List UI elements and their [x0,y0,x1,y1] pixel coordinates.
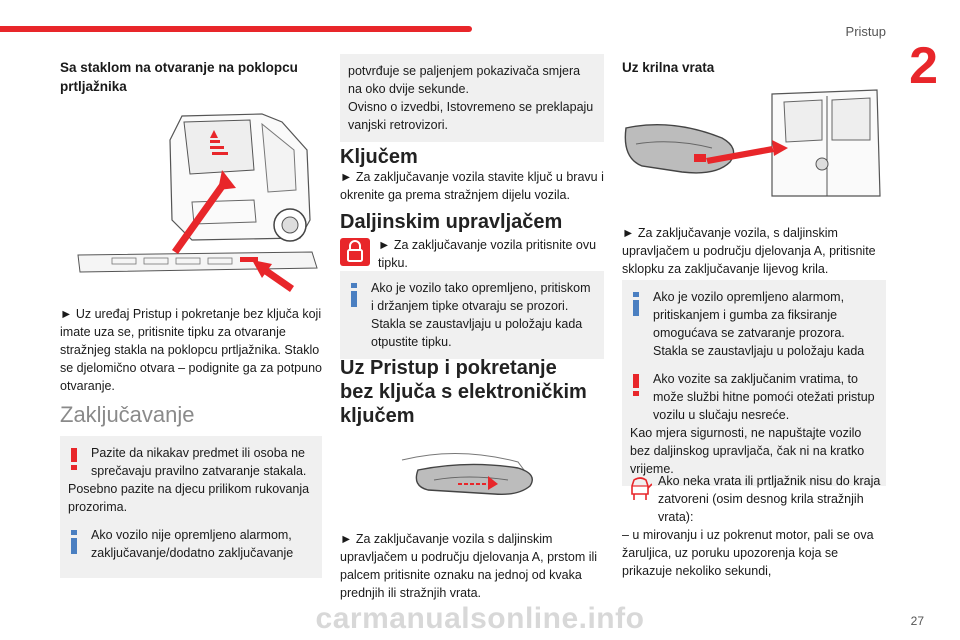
info-icon [70,530,78,559]
warning-box-locked-doors [622,362,886,486]
heading-tailgate-glass: Sa staklom na otvaranje na poklopcu prtljažnika [60,60,298,94]
watermark: carmanualsonline.info [315,602,645,635]
paragraph-rear-doors: ► Za zaključavanje vozila, s daljinskim upravljačem u području djelovanja A, pritisnite sklopku za zaključavanje lijevog krila. [622,226,876,276]
rear-door-handle-illustration [622,88,884,200]
door-open-warning-icon [628,476,652,509]
info-box-windows [340,271,604,359]
lock-button-icon [340,238,370,266]
warning-text-continued: Kao mjera sigurnosti, ne napuštajte vozilo bez daljinskog upravljača, čak ni na kratko vrijeme. [630,426,865,476]
warning-exclamation-icon [70,448,78,475]
info-box-continued [340,54,604,142]
tailgate-glass-illustration [72,110,322,295]
paragraph-with-key: ► Za zaključavanje vozila stavite ključ u bravu i okrenite ga prema stražnjem dijelu vozila. [340,170,604,202]
door-open-note [622,472,886,580]
info-text-continued: potvrđuje se paljenjem pokazivača smjera na oko dvije sekunde. [348,64,581,96]
info-icon [350,283,358,312]
info-text: Ako je vozilo opremljeno alarmom, pritiskanjem i gumba za fiksiranje omogućava se zatvaranje prozora. Stakla se zaustavljaju u položaju kada [653,290,865,358]
section-name: Pristup [845,24,886,39]
info-box-alarm [60,518,322,578]
paragraph-remote: ► Za zaključavanje vozila pritisnite ovu tipku. [378,238,597,270]
info-icon [632,292,640,321]
paragraph-tailgate-glass: ► Uz uređaj Pristup i pokretanje bez ključa koji imate uza se, pritisnite tipku za otvaranje stražnjeg stakla na poklopcu prtljažnika. Staklo se djelomično otvara – podignite ga za potpuno otvaranje. [60,307,322,393]
top-accent-bar [0,26,472,32]
heading-keyless: Uz Pristup i pokretanje bez ključa s elektroničkim ključem [340,357,587,427]
heading-rear-doors: Uz krilna vrata [622,60,715,75]
section-title-locking: Zaključavanje [60,402,195,427]
door-open-text-continued: – u mirovanju i uz pokrenut motor, pali se ova žaruljica, uz poruku upozorenja koja se prikazuje nekoliko sekundi, [622,528,874,578]
warning-text-continued: Posebno pazite na djecu prilikom rukovanja prozorima. [68,482,310,514]
warning-text: Ako vozite sa zaključanim vratima, to može službi hitne pomoći otežati pristup vozilu u slučaju nesreće. [653,372,875,422]
door-handle-illustration [398,440,548,512]
warning-box-windows [60,436,322,524]
door-open-text: Ako neka vrata ili prtljažnik nisu do kraja zatvoreni (osim desnog krila stražnjih vrata): [658,474,881,524]
warning-exclamation-icon [632,374,640,401]
chapter-number: 2 [909,37,938,95]
info-text: Ako je vozilo tako opremljeno, pritiskom i držanjem tipke otvaraju se prozori. Stakla se zaustavljaju u položaju kada otpustite tipku. [371,281,591,349]
paragraph-keyless: ► Za zaključavanje vozila s daljinskim upravljačem u području djelovanja A, prstom ili palcem pritisnite oznaku na jednoj od kvaka prednjih ili stražnjih vrata. [340,532,598,600]
page-number: 27 [910,614,924,628]
info-text-mirrors: Ovisno o izvedbi, Istovremeno se preklapaju vanjski retrovizori. [348,100,594,132]
warning-text: Pazite da nikakav predmet ili osoba ne sprečavaju pravilno zatvaranje stakala. [91,446,307,478]
heading-with-key: Ključem [340,146,418,168]
heading-remote: Daljinskim upravljačem [340,211,563,233]
info-text: Ako vozilo nije opremljeno alarmom, zaključavanje/dodatno zaključavanje [91,528,294,560]
